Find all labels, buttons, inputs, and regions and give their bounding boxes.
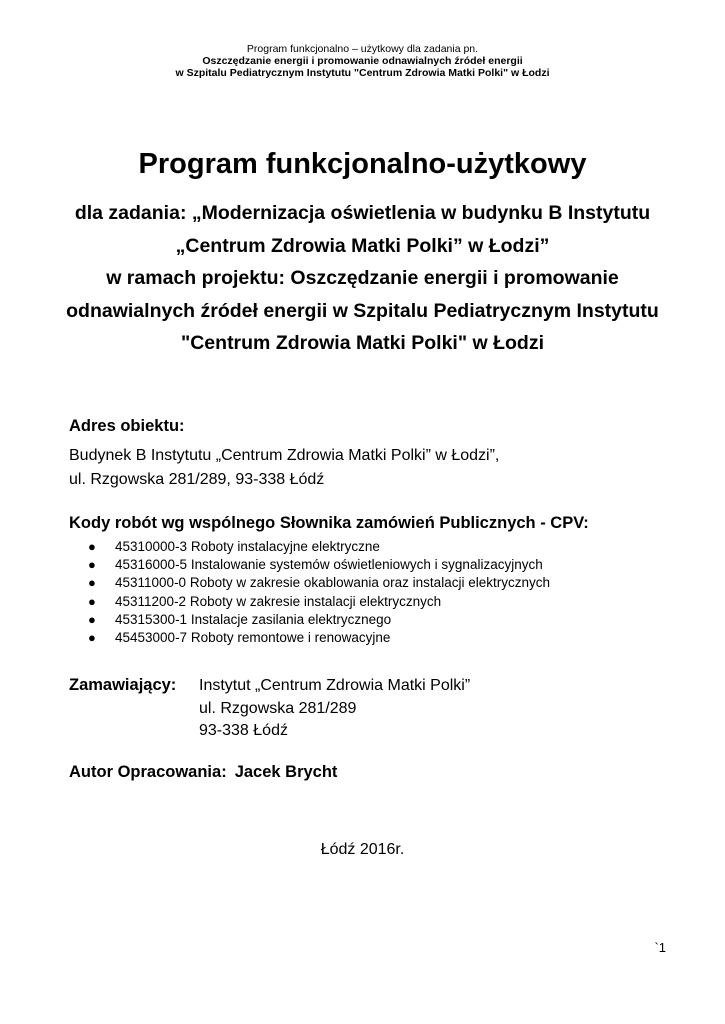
list-item: ● 45316000-5 Instalowanie systemów oświetleniowych i sygnalizacyjnych: [88, 556, 550, 574]
bullet-icon: ●: [88, 593, 96, 609]
header-line-3: w Szpitalu Pediatrycznym Instytutu "Centrum Zdrowia Matki Polki" w Łodzi: [175, 67, 550, 79]
address-block: [69, 444, 499, 492]
subtitle-line: w ramach projektu: Oszczędzanie energii i promowanie: [106, 267, 619, 289]
subtitle-line: „Centrum Zdrowia Matki Polki” w Łodzi”: [175, 234, 550, 257]
list-item: ● 45311200-2 Roboty w zakresie instalacji elektrycznych: [88, 593, 550, 611]
document-header: [0, 43, 725, 79]
document-subtitle: [0, 197, 725, 360]
author-name: Jacek Brycht: [234, 763, 338, 781]
bullet-icon: ●: [88, 630, 96, 646]
client-label: Zamawiający:: [69, 676, 177, 694]
subtitle-line: odnawialnych źródeł energii w Szpitalu Pediatrycznym Instytutu: [66, 299, 659, 322]
address-line-2: ul. Rzgowska 281/289, 93-338 Łódź: [69, 471, 325, 488]
document-title: Program funkcjonalno-użytkowy: [138, 148, 587, 180]
client-line-3: 93-338 Łódź: [199, 722, 288, 739]
client-line-2: ul. Rzgowska 281/289: [199, 699, 357, 717]
address-line-1: Budynek B Instytutu „Centrum Zdrowia Matki Polki” w Łodzi”,: [69, 447, 500, 464]
bullet-icon: ●: [88, 539, 96, 554]
page-number: `1: [654, 940, 666, 955]
header-line-2: Oszczędzanie energii i promowanie odnawialnych źródeł energii: [202, 55, 523, 67]
client-address: [199, 675, 470, 743]
cpv-list: [88, 538, 550, 647]
place-date: Łódź 2016r.: [320, 841, 405, 858]
subtitle-line: dla zadania: „Modernizacja oświetlenia w budynku B Instytutu: [74, 202, 651, 224]
bullet-icon: ●: [88, 611, 96, 627]
list-item: ● 45310000-3 Roboty instalacyjne elektryczne: [88, 538, 550, 556]
cpv-label: Kody robót wg wspólnego Słownika zamówień Publicznych - CPV:: [69, 514, 589, 532]
author-block: [69, 763, 337, 782]
address-label: Adres obiektu:: [69, 417, 185, 435]
list-item: ● 45311000-0 Roboty w zakresie okablowania oraz instalacji elektrycznych: [88, 574, 550, 592]
list-item: ● 45315300-1 Instalacje zasilania elektrycznego: [88, 611, 550, 629]
header-line-1: Program funkcjonalno – użytkowy dla zadania pn.: [246, 43, 479, 55]
subtitle-line: "Centrum Zdrowia Matki Polki" w Łodzi: [180, 332, 545, 354]
author-label: Autor Opracowania:: [69, 763, 227, 781]
list-item: ● 45453000-7 Roboty remontowe i renowacyjne: [88, 629, 550, 647]
bullet-icon: ●: [88, 575, 96, 591]
client-line-1: Instytut „Centrum Zdrowia Matki Polki”: [199, 677, 471, 694]
bullet-icon: ●: [88, 557, 96, 573]
